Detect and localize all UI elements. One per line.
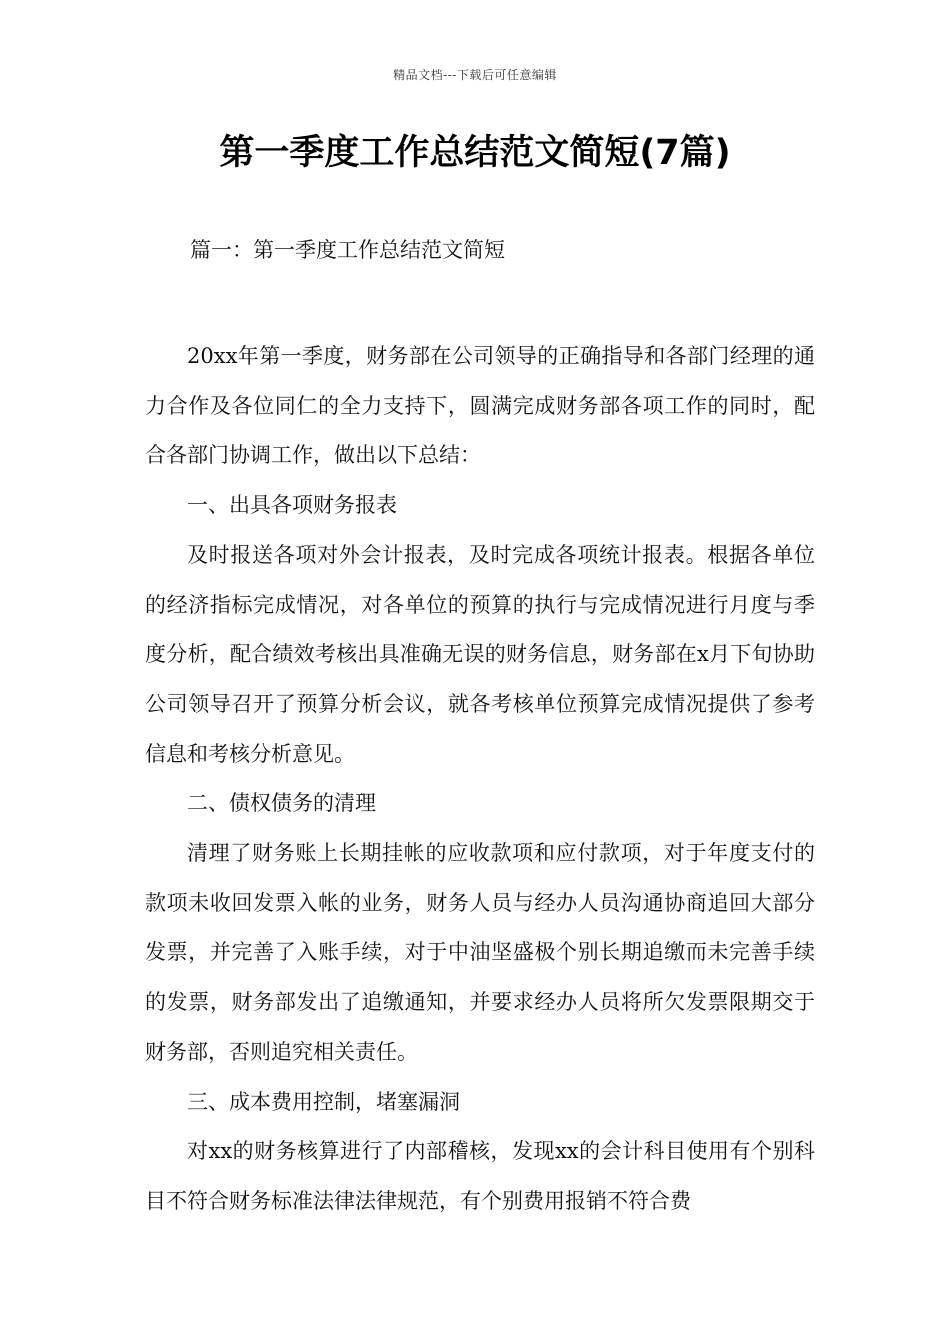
paragraph-intro: 20xx年第一季度，财务部在公司领导的正确指导和各部门经理的通力合作及各位同仁的全力支持下，圆满完成财务部各项工作的同时，配合各部门协调工作，做出以下总结： [145, 344, 815, 468]
document-body [145, 332, 815, 1227]
subheading-debt-clearing: 二、债权债务的清理 [187, 791, 376, 816]
subheading-financial-reports: 一、出具各项财务报表 [187, 493, 397, 518]
section-heading: 篇一：第一季度工作总结范文简短 [190, 238, 505, 262]
paragraph-debt-clearing: 清理了财务账上长期挂帐的应收款项和应付款项，对于年度支付的款项未收回发票入帐的业务，财务人员与经办人员沟通协商追回大部分发票，并完善了入账手续，对于中油坚盛极个别长期追缴而未完善手续的发票，财务部发出了追缴通知，并要求经办人员将所欠发票限期交于财务部，否则追究相关责任。 [145, 841, 815, 1064]
subheading-cost-control: 三、成本费用控制，堵塞漏洞 [187, 1089, 460, 1114]
paragraph-financial-reports: 及时报送各项对外会计报表，及时完成各项统计报表。根据各单位的经济指标完成情况，对各单位的预算的执行与完成情况进行月度与季度分析，配合绩效考核出具准确无误的财务信息，财务部在x月下旬协助公司领导召开了预算分析会议，就各考核单位预算完成情况提供了参考信息和考核分析意见。 [145, 542, 815, 766]
header-note: 精品文档---下载后可任意编辑 [393, 68, 557, 82]
document-title: 第一季度工作总结范文简短(7篇) [219, 133, 731, 173]
paragraph-cost-control: 对xx的财务核算进行了内部稽核，发现xx的会计科目使用有个别科目不符合财务标准法律法律规范，有个别费用报销不符合费 [145, 1139, 815, 1213]
